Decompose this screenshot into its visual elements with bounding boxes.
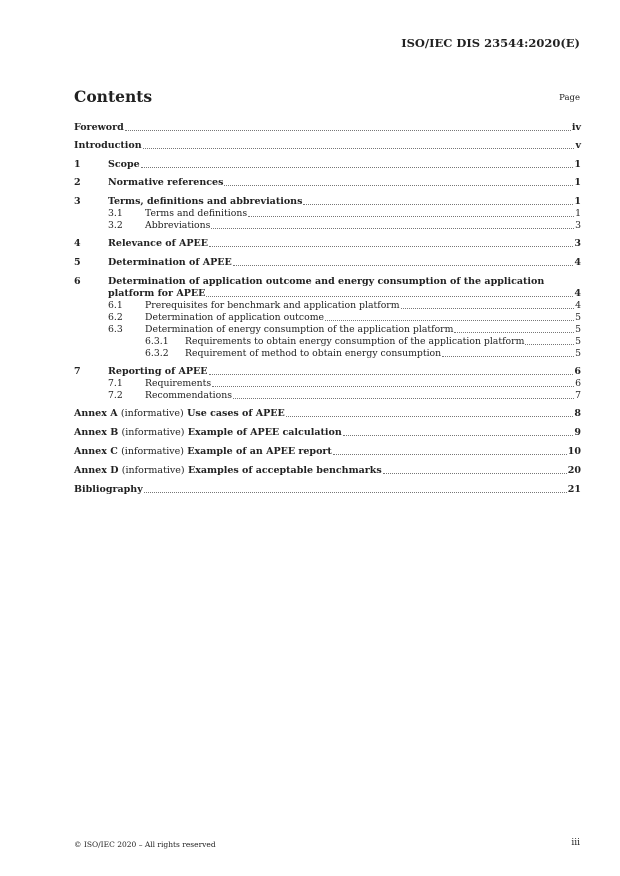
toc-entry-title: Reporting of APEE <box>108 366 208 377</box>
toc-entry-number: 3.1 <box>108 208 123 219</box>
leader-dots <box>333 454 567 455</box>
toc-page-number: 5 <box>575 348 581 359</box>
toc-entry-title: Introduction <box>74 140 142 151</box>
toc-entry-annex-d[interactable] <box>74 465 581 477</box>
page-column-label: Page <box>559 93 580 103</box>
leader-dots <box>206 296 573 297</box>
toc-page-number: v <box>575 140 581 151</box>
toc-page-number: 4 <box>574 257 581 268</box>
toc-entry-annex-c[interactable] <box>74 446 581 458</box>
toc-page-number: 1 <box>575 208 581 219</box>
toc-entry-title: Relevance of APEE <box>108 238 209 249</box>
leader-dots <box>286 416 574 417</box>
leader-dots <box>525 344 574 345</box>
toc-entry-title: Normative references <box>108 177 224 188</box>
toc-entry-subclause-3-1[interactable] <box>74 208 581 220</box>
toc-entry-number: 7.2 <box>108 390 123 401</box>
annex-kind: (informative) <box>121 465 185 476</box>
leader-dots <box>125 130 571 131</box>
toc-page-number: 1 <box>574 177 581 188</box>
toc-entry-title: Example of APEE calculation <box>187 427 342 438</box>
toc-entry-title: Example of an APEE report <box>187 446 332 457</box>
toc-entry-subclause-6-3-1[interactable] <box>74 336 581 348</box>
toc-entry-introduction[interactable] <box>74 140 581 152</box>
toc-entry-title: Requirements to obtain energy consumption of the application platform <box>185 336 525 347</box>
toc-entry-number: 6.3.1 <box>145 336 169 347</box>
toc-entry-clause-5[interactable] <box>74 257 581 269</box>
toc-entry-title: Terms, definitions and abbreviations <box>108 196 303 207</box>
toc-entry-number: 6.2 <box>108 312 123 323</box>
toc-entry-title: Bibliography <box>74 484 143 495</box>
toc-entry-clause-4[interactable] <box>74 238 581 250</box>
toc-entry-number: 6.3 <box>108 324 123 335</box>
toc-page-number: 4 <box>574 288 581 299</box>
annex-kind: (informative) <box>120 408 184 419</box>
toc-entry-title: Requirements <box>145 378 212 389</box>
annex-kind: (informative) <box>121 446 184 457</box>
leader-dots <box>212 386 574 387</box>
document-id: ISO/IEC DIS 23544:2020(E) <box>401 36 580 50</box>
toc-page-number: 1 <box>574 159 581 170</box>
toc-entry-title: Requirement of method to obtain energy consumption <box>185 348 442 359</box>
toc-entry-bibliography[interactable] <box>74 484 581 496</box>
leader-dots <box>143 148 575 149</box>
toc-entry-number: 7.1 <box>108 378 123 389</box>
toc-entry-annex-a[interactable] <box>74 408 581 420</box>
toc-entry-title: Determination of APEE <box>108 257 232 268</box>
leader-dots <box>454 332 574 333</box>
leader-dots <box>442 356 574 357</box>
toc-entry-title: Use cases of APEE <box>187 408 285 419</box>
toc-entry-number: 2 <box>74 177 81 188</box>
toc-page-number: 6 <box>575 378 581 389</box>
toc-entry-title: Determination of energy consumption of the application platform <box>145 324 454 335</box>
leader-dots <box>325 320 574 321</box>
toc-entry-subclause-7-1[interactable] <box>74 378 581 390</box>
toc-entry-subclause-6-3[interactable] <box>74 324 581 336</box>
toc-entry-number: 5 <box>74 257 81 268</box>
toc-page-number: 20 <box>567 465 581 476</box>
toc-page-number: 3 <box>574 238 581 249</box>
toc-entry-subclause-6-3-2[interactable] <box>74 348 581 360</box>
toc-entry-foreword[interactable] <box>74 122 581 134</box>
toc-entry-title: Scope <box>108 159 140 170</box>
page-title: Contents <box>74 87 153 106</box>
toc-page-number: 9 <box>574 427 581 438</box>
toc-entry-title: Determination of application outcome <box>145 312 325 323</box>
toc-page-number: 5 <box>575 336 581 347</box>
leader-dots <box>343 435 574 436</box>
toc-page-number: 7 <box>575 390 581 401</box>
toc-page-number: 3 <box>575 220 581 231</box>
annex-label: Annex B <box>74 427 119 438</box>
leader-dots <box>211 228 574 229</box>
leader-dots <box>248 216 574 217</box>
annex-kind: (informative) <box>121 427 185 438</box>
page-folio: iii <box>571 838 580 848</box>
toc-entry-number: 6.3.2 <box>145 348 169 359</box>
toc-page-number: 5 <box>575 312 581 323</box>
toc-page-number: 4 <box>575 300 581 311</box>
toc-page-number: 1 <box>574 196 581 207</box>
toc-entry-subclause-7-2[interactable] <box>74 390 581 402</box>
toc-entry-title: Recommendations <box>145 390 232 401</box>
leader-dots <box>401 308 575 309</box>
annex-label: Annex A <box>74 408 118 419</box>
table-of-contents <box>74 122 581 496</box>
leader-dots <box>233 398 574 399</box>
toc-entry-number: 3 <box>74 196 81 207</box>
copyright-notice: © ISO/IEC 2020 – All rights reserved <box>74 840 216 849</box>
toc-entry-clause-1[interactable] <box>74 159 581 171</box>
annex-label: Annex D <box>74 465 119 476</box>
toc-entry-title-line-1: Determination of application outcome and energy consumption of the application <box>108 276 545 287</box>
toc-entry-clause-3[interactable] <box>74 196 581 208</box>
toc-entry-clause-7[interactable] <box>74 366 581 378</box>
toc-page-number: 10 <box>567 446 581 457</box>
toc-entry-number: 6 <box>74 276 81 287</box>
toc-entry-number: 4 <box>74 238 81 249</box>
toc-page-number: 8 <box>574 408 581 419</box>
toc-page-number: 6 <box>574 366 581 377</box>
leader-dots <box>144 492 567 493</box>
leader-dots <box>383 473 567 474</box>
toc-entry-annex-b[interactable] <box>74 427 581 439</box>
leader-dots <box>224 185 573 186</box>
toc-page-number: 21 <box>567 484 581 495</box>
toc-entry-number: 1 <box>74 159 81 170</box>
toc-entry-title: Abbreviations <box>145 220 211 231</box>
toc-entry-number: 3.2 <box>108 220 123 231</box>
leader-dots <box>141 167 574 168</box>
leader-dots <box>209 374 574 375</box>
toc-page-number: iv <box>571 122 581 133</box>
toc-entry-title: Examples of acceptable benchmarks <box>187 465 382 476</box>
toc-page-number: 5 <box>575 324 581 335</box>
toc-entry-title: Terms and definitions <box>145 208 248 219</box>
leader-dots <box>303 204 573 205</box>
leader-dots <box>209 246 573 247</box>
toc-entry-subclause-3-2[interactable] <box>74 220 581 232</box>
toc-entry-number: 6.1 <box>108 300 123 311</box>
toc-entry-title-line-2: platform for APEE <box>108 288 206 299</box>
toc-entry-title: Foreword <box>74 122 124 133</box>
toc-entry-clause-2[interactable] <box>74 177 581 189</box>
toc-entry-subclause-6-1[interactable] <box>74 300 581 312</box>
toc-entry-title: Prerequisites for benchmark and application platform <box>145 300 400 311</box>
leader-dots <box>233 265 574 266</box>
toc-entry-subclause-6-2[interactable] <box>74 312 581 324</box>
toc-entry-clause-6[interactable] <box>74 276 581 300</box>
toc-entry-number: 7 <box>74 366 81 377</box>
annex-label: Annex C <box>74 446 118 457</box>
